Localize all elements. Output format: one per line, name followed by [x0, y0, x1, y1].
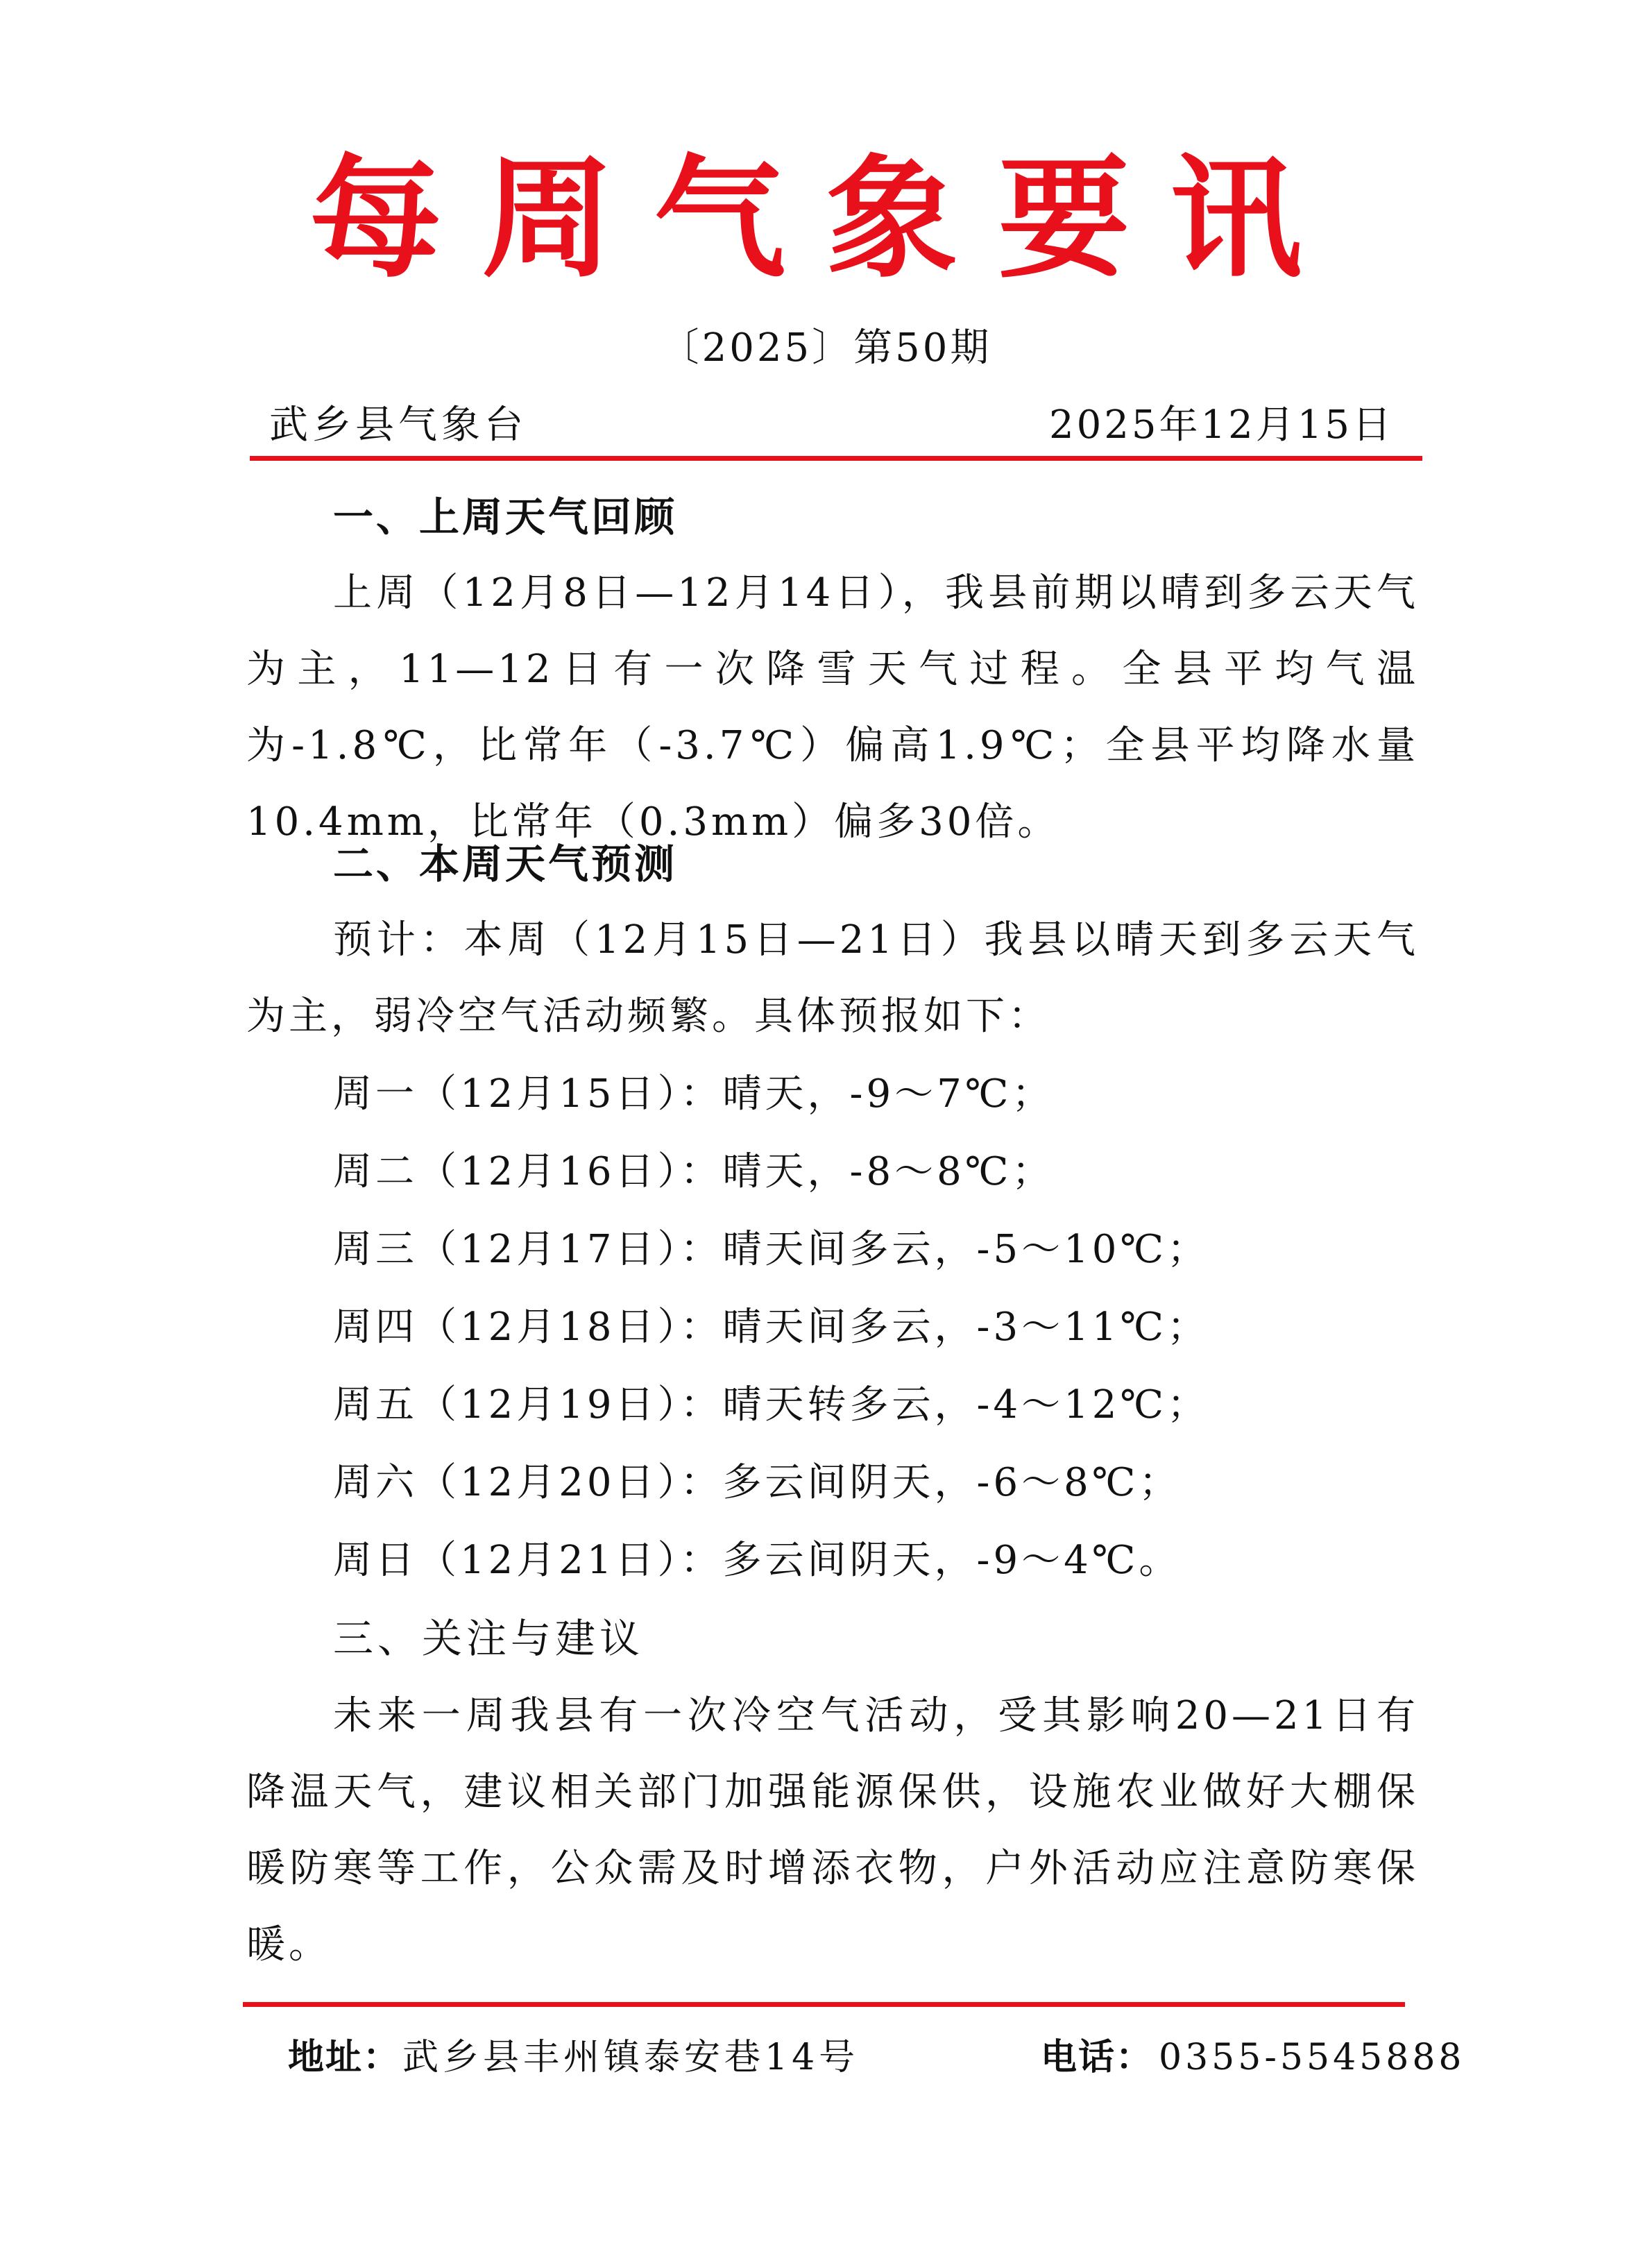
- section-heading-review: 一、上周天气回顾: [333, 493, 678, 541]
- publish-date: 2025年12月15日: [1048, 402, 1394, 448]
- forecast-intro: 预计：本周（12月15日—21日）我县以晴天到多云天气为主，弱冷空气活动频繁。具体预报如下：: [246, 917, 1419, 1039]
- masthead-title: 每周气象要讯: [309, 141, 1343, 296]
- section-heading-advice: 三、关注与建议: [333, 1615, 645, 1662]
- footer-phone: 0355-5545888: [1159, 2037, 1465, 2078]
- footer-divider: [243, 2002, 1405, 2007]
- footer-address-label: 地址：: [288, 2037, 401, 2078]
- forecast-day-line: 周五（12月19日）：晴天转多云，-4～12℃；: [333, 1382, 1209, 1427]
- forecast-day-line: 周日（12月21日）：多云间阴天，-9～4℃。: [333, 1538, 1182, 1583]
- header-divider: [250, 456, 1422, 461]
- forecast-day-line: 周二（12月16日）：晴天，-8～8℃；: [333, 1149, 1055, 1194]
- issue-number: 〔2025〕第50期: [660, 325, 992, 371]
- section-heading-forecast: 二、本周天气预测: [333, 840, 678, 888]
- forecast-day-line: 周一（12月15日）：晴天，-9～7℃；: [333, 1071, 1055, 1117]
- advice-paragraph: 未来一周我县有一次冷空气活动，受其影响20—21日有降温天气，建议相关部门加强能源保供，设施农业做好大棚保暖防寒等工作，公众需及时增添衣物，户外活动应注意防寒保暖。: [246, 1693, 1419, 1967]
- footer-phone-label: 电话：: [1041, 2037, 1154, 2078]
- forecast-day-line: 周六（12月20日）：多云间阴天，-6～8℃；: [333, 1460, 1182, 1505]
- footer-address: 武乡县丰州镇泰安巷14号: [402, 2037, 860, 2078]
- forecast-day-line: 周三（12月17日）：晴天间多云，-5～10℃；: [333, 1227, 1209, 1272]
- forecast-day-line: 周四（12月18日）：晴天间多云，-3～11℃；: [333, 1305, 1209, 1350]
- publisher: 武乡县气象台: [269, 402, 527, 448]
- review-paragraph: 上周（12月8日—12月14日），我县前期以晴到多云天气为主，11—12日有一次降雪天气过程。全县平均气温为-1.8℃，比常年（-3.7℃）偏高1.9℃；全县平均降水量10.4mm，比常年（0.3mm）偏多30倍。: [246, 570, 1419, 845]
